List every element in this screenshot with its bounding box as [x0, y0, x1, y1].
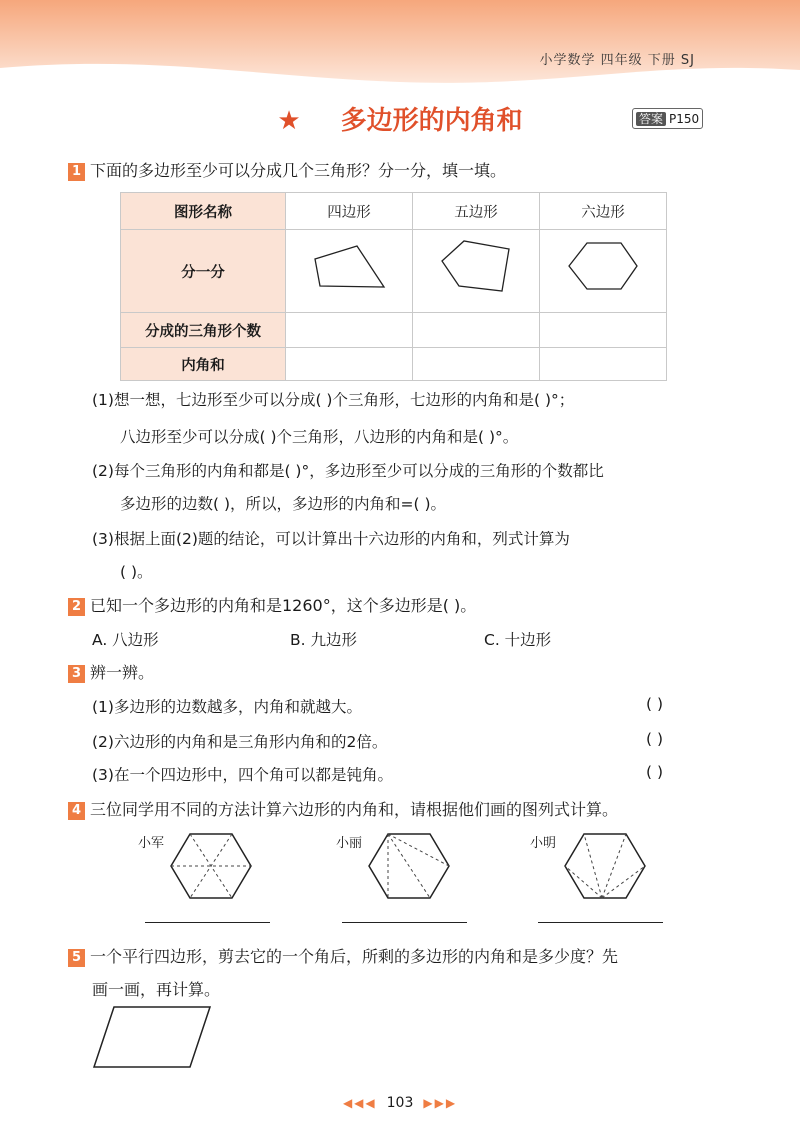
q3-prompt — [68, 660, 154, 683]
q1-table — [120, 192, 667, 381]
answer-cell[interactable] — [413, 348, 540, 381]
hexagon-cell[interactable] — [540, 230, 667, 313]
q1-sub1a: (1)想一想，七边形至少可以分成( )个三角形，七边形的内角和是( )°； — [92, 391, 575, 409]
q1-sub1b: 八边形至少可以分成( )个三角形，八边形的内角和是( )°。 — [120, 428, 519, 446]
xiaoli-label: 小丽 — [336, 836, 363, 851]
next-arrows-icon: ▶▶▶ — [423, 1096, 458, 1110]
q1-sub3a: (3)根据上面(2)题的结论，可以计算出十六边形的内角和，列式计算为 — [92, 530, 570, 548]
answer-cell[interactable] — [413, 313, 540, 348]
q3-answer-bracket-2[interactable]: ( ) — [646, 730, 664, 748]
q3-item-2: (2)六边形的内角和是三角形内角和的2倍。 — [92, 733, 388, 751]
table-header-cell: 五边形 — [413, 193, 540, 230]
q4-prompt-text: 三位同学用不同的方法计算六边形的内角和，请根据他们画的图列式计算。 — [90, 800, 619, 819]
page-number: 103 — [386, 1095, 414, 1111]
prev-arrows-icon: ◀◀◀ — [342, 1096, 377, 1110]
answer-cell[interactable] — [540, 348, 667, 381]
table-row-label: 分一分 — [121, 230, 286, 313]
answer-cell[interactable] — [286, 348, 413, 381]
xiaoming-answer-line[interactable] — [538, 922, 663, 923]
q1-number: 1 — [68, 163, 85, 181]
xiaojun-answer-line[interactable] — [145, 922, 270, 923]
q1-sub2b: 多边形的边数( )，所以，多边形的内角和=( )。 — [120, 495, 447, 513]
q4-prompt — [68, 797, 618, 820]
q2-option-b[interactable]: B. 九边形 — [290, 631, 357, 649]
table-header-cell: 四边形 — [286, 193, 413, 230]
hexagon-shape — [541, 231, 665, 307]
q2-number: 2 — [68, 598, 85, 616]
answer-reference — [632, 108, 703, 129]
table-header-cell: 六边形 — [540, 193, 667, 230]
quadrilateral-shape — [287, 231, 411, 307]
xiaojun-hexagon — [168, 830, 254, 902]
q4-number: 4 — [68, 802, 85, 820]
q3-item-1: (1)多边形的边数越多，内角和就越大。 — [92, 698, 362, 716]
q1-prompt-text: 下面的多边形至少可以分成几个三角形？分一分，填一填。 — [90, 161, 507, 180]
answer-cell[interactable] — [540, 313, 667, 348]
title-text: 多边形的内角和 — [340, 106, 523, 136]
parallelogram-shape — [92, 1005, 214, 1071]
q2-prompt-text: 已知一个多边形的内角和是1260°，这个多边形是( )。 — [90, 596, 477, 615]
q2-option-a[interactable]: A. 八边形 — [92, 631, 159, 649]
pentagon-cell[interactable] — [413, 230, 540, 313]
answer-tag: 答案 — [636, 112, 666, 126]
q1-prompt — [68, 158, 506, 181]
header-text: 小学数学 四年级 下册 SJ — [539, 53, 695, 68]
q3-answer-bracket-3[interactable]: ( ) — [646, 763, 664, 781]
q5-prompt — [68, 944, 618, 967]
xiaoming-hexagon — [562, 830, 648, 902]
q5-prompt-line2: 画一画，再计算。 — [92, 980, 221, 999]
q2-prompt — [68, 593, 476, 616]
answer-cell[interactable] — [286, 313, 413, 348]
q3-number: 3 — [68, 665, 85, 683]
xiaoli-hexagon — [366, 830, 452, 902]
header-band — [0, 0, 800, 90]
star-icon: ★ — [277, 106, 301, 136]
q3-answer-bracket-1[interactable]: ( ) — [646, 695, 664, 713]
table-header-cell: 图形名称 — [121, 193, 286, 230]
q5-number: 5 — [68, 949, 85, 967]
q1-sub3b: ( )。 — [120, 563, 153, 581]
answer-page: P150 — [669, 112, 700, 126]
pentagon-shape — [414, 231, 538, 307]
q3-item-3: (3)在一个四边形中，四个角可以都是钝角。 — [92, 766, 393, 784]
page-footer — [0, 1095, 800, 1111]
q5-prompt-line1: 一个平行四边形，剪去它的一个角后，所剩的多边形的内角和是多少度？先 — [90, 947, 619, 966]
table-row-label: 分成的三角形个数 — [121, 313, 286, 348]
xiaoli-answer-line[interactable] — [342, 922, 467, 923]
q3-prompt-text: 辨一辨。 — [90, 663, 155, 682]
q2-option-c[interactable]: C. 十边形 — [484, 631, 552, 649]
table-row-label: 内角和 — [121, 348, 286, 381]
q1-sub2a: (2)每个三角形的内角和都是( )°，多边形至少可以分成的三角形的个数都比 — [92, 462, 604, 480]
xiaoming-label: 小明 — [530, 836, 557, 851]
quadrilateral-cell[interactable] — [286, 230, 413, 313]
xiaojun-label: 小军 — [138, 836, 165, 851]
